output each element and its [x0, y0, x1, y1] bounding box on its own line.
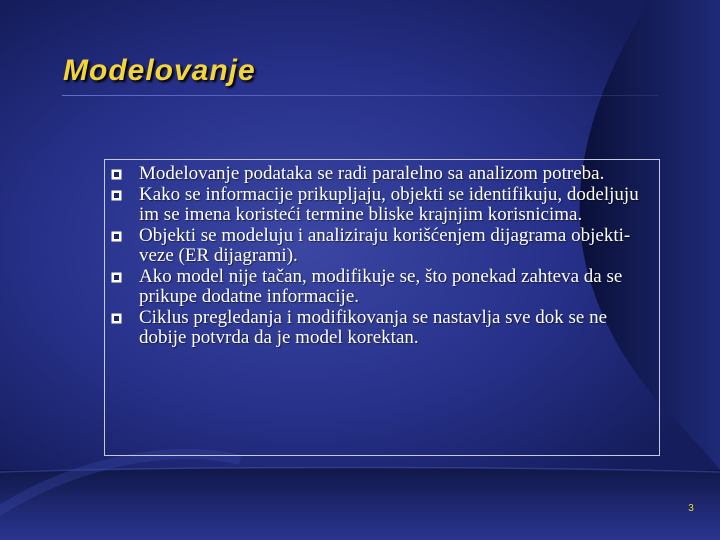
bullet-list	[111, 164, 659, 349]
slide-title: Modelovanje	[63, 54, 256, 87]
bullet-item	[111, 308, 659, 349]
title-divider	[62, 95, 658, 96]
bullet-item	[111, 164, 659, 185]
bullet-text: Modelovanje podataka se radi paralelno sa analizom potreba.	[139, 163, 605, 184]
bullet-text: Objekti se modeluju i analiziraju korišćenjem dijagrama objekti-veze (ER dijagrami).	[139, 224, 631, 266]
square-bullet-icon	[111, 190, 122, 201]
square-bullet-icon	[111, 169, 122, 180]
bullet-text: Ciklus pregledanja i modifikovanja se nastavlja sve dok se ne dobije potvrda da je model korektan.	[139, 306, 608, 348]
bullet-item	[111, 185, 659, 226]
bullet-text: Ako model nije tačan, modifikuje se, što ponekad zahteva da se prikupe dodatne informacije.	[139, 265, 623, 307]
bullet-item	[111, 267, 659, 308]
square-bullet-icon	[111, 313, 122, 324]
square-bullet-icon	[111, 231, 122, 242]
square-bullet-icon	[111, 272, 122, 283]
bullet-text: Kako se informacije prikupljaju, objekti se identifikuju, dodeljuju im se imena koristeći termine bliske krajnjim korisnicima.	[139, 183, 639, 225]
page-number: 3	[688, 503, 694, 514]
bullet-item	[111, 226, 659, 267]
